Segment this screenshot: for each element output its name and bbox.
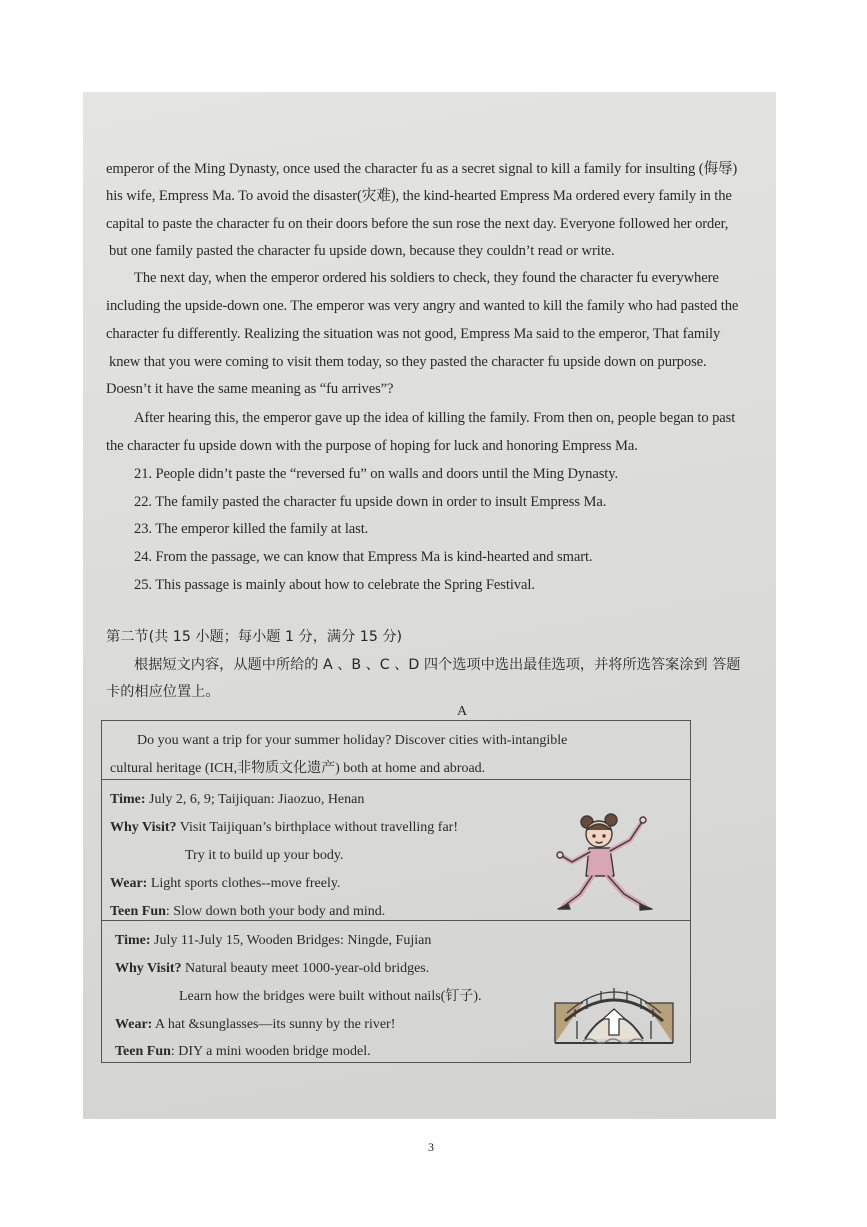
- trip1-wear: [110, 875, 340, 893]
- travel-table: [101, 720, 691, 1063]
- table-intro-line-2: cultural heritage (ICH,非物质文化遗产) both at home and abroad.: [110, 761, 486, 776]
- trip1-why-label: Why Visit?: [110, 820, 177, 835]
- section-heading: 第二节(共 15 小题；每小题 1 分，满分 15 分): [106, 629, 403, 645]
- taijiquan-girl-illustration: [554, 806, 669, 918]
- question-25: 25. This passage is mainly about how to celebrate the Spring Festival.: [134, 577, 535, 593]
- trip2-wear-label: Wear:: [115, 1017, 153, 1032]
- question-23: 23. The emperor killed the family at last.: [134, 521, 369, 537]
- question-21: 21. People didn’t paste the “reversed fu” on walls and doors until the Ming Dynasty.: [134, 466, 619, 482]
- passage-line: emperor of the Ming Dynasty, once used the character fu as a secret signal to kill a family for insulting (侮辱): [106, 161, 738, 177]
- passage-line: including the upside-down one. The emperor was very angry and wanted to kill the family who had pasted the: [106, 298, 739, 314]
- trip2-wear-value: A hat &sunglasses—its sunny by the river!: [152, 1017, 396, 1032]
- passage-line: capital to paste the character fu on their doors before the sun rose the next day. Everyone followed her order,: [106, 216, 729, 232]
- trip1-wear-label: Wear:: [110, 876, 148, 891]
- page-number: 3: [428, 1140, 434, 1154]
- trip2-why-value: Natural beauty meet 1000-year-old bridges.: [181, 961, 430, 976]
- table-intro-line-1: Do you want a trip for your summer holiday? Discover cities with-intangible: [137, 733, 568, 748]
- section-instruction-line-2: 卡的相应位置上。: [106, 684, 220, 700]
- trip1-why: [110, 819, 458, 837]
- trip1-wear-value: Light sports clothes--move freely.: [147, 876, 341, 891]
- wooden-bridge-illustration: [553, 973, 675, 1049]
- trip1-fun-value: : Slow down both your body and mind.: [165, 904, 386, 919]
- trip2-time-value: July 11-July 15, Wooden Bridges: Ningde, Fujian: [150, 933, 432, 948]
- trip2-time: [115, 932, 431, 950]
- trip1-time: [110, 791, 364, 809]
- trip1-teen-fun: [110, 903, 385, 921]
- trip1-fun-label: Teen Fun: [110, 904, 166, 919]
- passage-line: character fu differently. Realizing the situation was not good, Empress Ma said to the emperor, That family: [106, 326, 721, 342]
- passage-line: Doesn’t it have the same meaning as “fu arrives”?: [106, 381, 394, 397]
- trip2-why-label: Why Visit?: [115, 961, 182, 976]
- passage-line: The next day, when the emperor ordered his soldiers to check, they found the character fu everywhere: [134, 270, 719, 286]
- section-instruction-line-1: 根据短文内容，从题中所给的 A 、B 、C 、D 四个选项中选出最佳选项，并将所选答案涂到 答题: [134, 657, 741, 673]
- passage-line: knew that you were coming to visit them today, so they pasted the character fu upside down on purpose.: [109, 354, 707, 370]
- trip1-why-value: Visit Taijiquan’s birthplace without travelling far!: [176, 820, 459, 835]
- question-24: 24. From the passage, we can know that Empress Ma is kind-hearted and smart.: [134, 549, 593, 565]
- passage-line: After hearing this, the emperor gave up the idea of killing the family. From then on, people began to past: [134, 410, 736, 426]
- trip2-fun-label: Teen Fun: [115, 1044, 171, 1059]
- trip2-wear: [115, 1016, 395, 1034]
- trip2-fun-value: : DIY a mini wooden bridge model.: [170, 1044, 371, 1059]
- trip1-time-value: July 2, 6, 9; Taijiquan: Jiaozuo, Henan: [145, 792, 365, 807]
- passage-label-a: A: [457, 704, 468, 719]
- trip1-time-label: Time:: [110, 792, 146, 807]
- trip2-why-continued: Learn how the bridges were built without nails(钉子).: [179, 989, 482, 1004]
- trip2-teen-fun: [115, 1043, 371, 1061]
- trip1-why-continued: Try it to build up your body.: [185, 848, 344, 863]
- trip2-time-label: Time:: [115, 933, 151, 948]
- trip2-why: [115, 960, 429, 978]
- row-divider: [102, 779, 690, 780]
- passage-line: the character fu upside down with the purpose of hoping for luck and honoring Empress Ma.: [106, 438, 638, 454]
- passage-line: but one family pasted the character fu upside down, because they couldn’t read or write.: [109, 243, 615, 259]
- question-22: 22. The family pasted the character fu upside down in order to insult Empress Ma.: [134, 494, 607, 510]
- passage-line: his wife, Empress Ma. To avoid the disaster(灾难), the kind-hearted Empress Ma ordered every family in the: [106, 188, 732, 204]
